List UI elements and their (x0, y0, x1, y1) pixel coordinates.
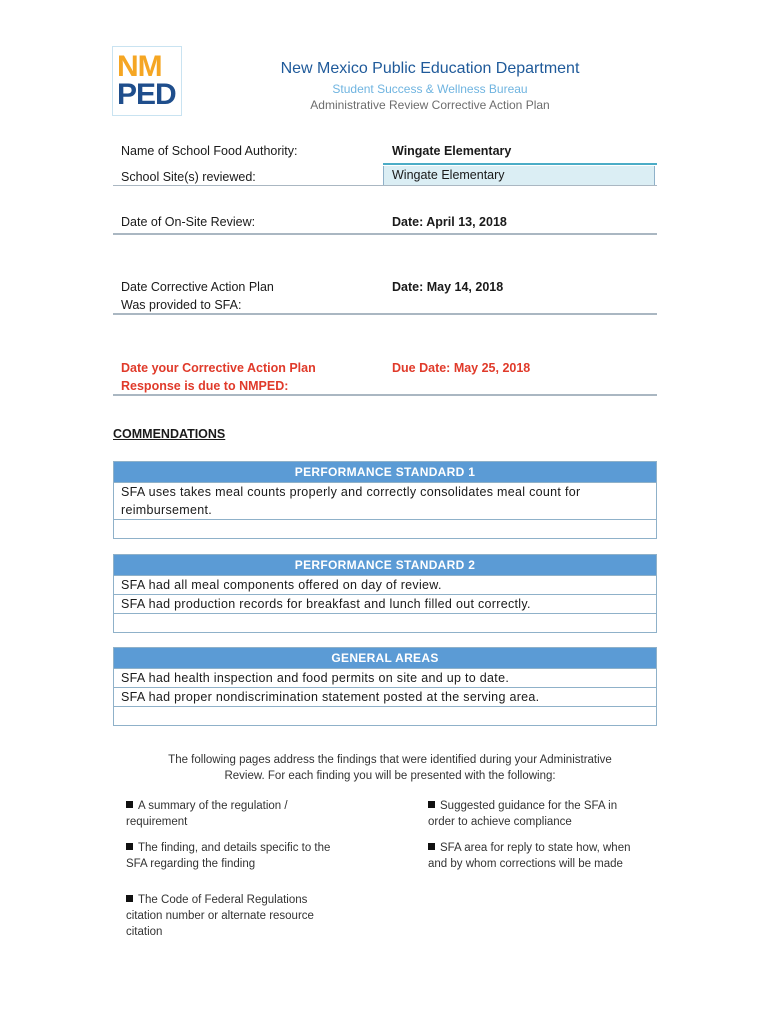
review-label: Date of On-Site Review: (121, 215, 256, 229)
sfa-label: Name of School Food Authority: (121, 144, 298, 158)
due-label-line1: Date your Corrective Action Plan (121, 361, 316, 375)
bullet-5-line-3: citation (126, 926, 163, 938)
cap-label-line1: Date Corrective Action Plan (121, 280, 274, 294)
square-bullet-icon (126, 895, 133, 902)
due-label-line2: Response is due to NMPED: (121, 379, 289, 393)
performance-standard-2-box (113, 554, 657, 633)
review-underline (113, 233, 657, 235)
commendations-title: COMMENDATIONS (113, 427, 226, 441)
logo-nm-text: NM (117, 50, 162, 83)
bullet-sfa-reply (428, 840, 668, 872)
bullet-1-line-2: requirement (126, 816, 188, 828)
due-underline (113, 394, 657, 396)
bullet-cfr-citation (126, 892, 366, 940)
sites-label: School Site(s) reviewed: (121, 170, 256, 184)
intro-line-2: Review. For each finding you will be presented with the following: (224, 770, 556, 782)
general-heading: GENERAL AREAS (114, 648, 656, 668)
square-bullet-icon (126, 843, 133, 850)
bullet-finding-details (126, 840, 366, 872)
review-value: Date: April 13, 2018 (392, 215, 507, 229)
sfa-value: Wingate Elementary (392, 144, 512, 158)
square-bullet-icon (126, 801, 133, 808)
bullet-5-line-2: citation number or alternate resource (126, 910, 314, 922)
bullet-4-line-1: SFA area for reply to state how, when (440, 842, 631, 854)
sites-underline (113, 185, 657, 186)
plan-title: Administrative Review Corrective Action Plan (310, 98, 550, 112)
square-bullet-icon (428, 801, 435, 808)
due-value: Due Date: May 25, 2018 (392, 361, 531, 375)
cap-underline (113, 313, 657, 315)
cap-label-block (121, 278, 381, 314)
general-line-2: SFA had proper nondiscrimination statement posted at the serving area. (114, 687, 656, 706)
square-bullet-icon (428, 843, 435, 850)
ps2-heading: PERFORMANCE STANDARD 2 (114, 555, 656, 575)
ps1-line-1: SFA uses takes meal counts properly and correctly consolidates meal count for (114, 482, 656, 501)
due-label-block (121, 359, 381, 395)
sfa-underline (383, 163, 657, 165)
bureau-subtitle: Student Success & Wellness Bureau (332, 82, 528, 96)
logo-ped-text: PED (117, 78, 176, 111)
cap-value: Date: May 14, 2018 (392, 280, 504, 294)
bullet-regulation-summary (126, 798, 366, 830)
ps2-line-1: SFA had all meal components offered on day of review. (114, 575, 656, 594)
department-title: New Mexico Public Education Department (280, 60, 580, 77)
performance-standard-1-box (113, 461, 657, 539)
nmped-logo (112, 46, 182, 116)
bullet-3-line-2: SFA regarding the finding (126, 858, 256, 870)
ps1-line-3 (114, 519, 656, 538)
bullet-5-line-1: The Code of Federal Regulations (138, 894, 308, 906)
ps1-heading: PERFORMANCE STANDARD 1 (114, 462, 656, 482)
ps2-line-3 (114, 613, 656, 632)
cap-label-line2: Was provided to SFA: (121, 298, 242, 312)
intro-line-1: The following pages address the findings that were identified during your Administrative (168, 754, 612, 766)
ps1-line-2: reimbursement. (121, 503, 213, 517)
sites-value: Wingate Elementary (383, 166, 655, 185)
bullet-suggested-guidance (428, 798, 668, 830)
general-line-1: SFA had health inspection and food permits on site and up to date. (114, 668, 656, 687)
general-line-3 (114, 706, 656, 725)
bullet-4-line-2: and by whom corrections will be made (428, 858, 623, 870)
intro-paragraph (140, 752, 640, 784)
bullet-1-line-1: A summary of the regulation / (138, 800, 288, 812)
bullet-2-line-2: order to achieve compliance (428, 816, 572, 828)
bullet-3-line-1: The finding, and details specific to the (138, 842, 331, 854)
general-areas-box (113, 647, 657, 726)
ps2-line-2: SFA had production records for breakfast and lunch filled out correctly. (114, 594, 656, 613)
bullet-2-line-1: Suggested guidance for the SFA in (440, 800, 618, 812)
